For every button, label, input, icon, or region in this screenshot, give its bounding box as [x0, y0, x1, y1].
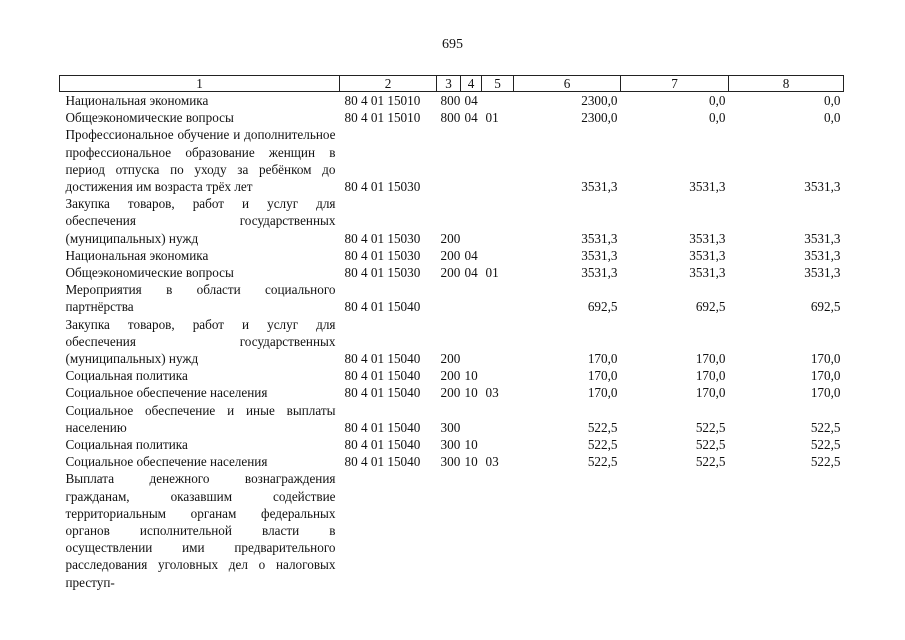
cell-name: Закупка товаров, работ и услуг для обеспечения государственных (муниципальных) нужд	[65, 316, 336, 367]
cell-c4: 04	[464, 247, 478, 263]
cell-c5: 01	[485, 265, 499, 281]
cell-v8	[729, 470, 844, 590]
table-row	[60, 470, 844, 590]
cell-c4	[461, 316, 482, 368]
cell-v8: 170,0	[810, 385, 841, 401]
table-row	[60, 402, 844, 436]
cell-name: Мероприятия в области социального партнёрства	[65, 282, 336, 315]
cell-v7: 692,5	[695, 299, 726, 315]
table-row	[60, 453, 844, 470]
cell-v7: 3531,3	[689, 247, 726, 263]
cell-code: 80 4 01 15030	[344, 230, 421, 246]
cell-v8: 692,5	[810, 299, 841, 315]
cell-c3: 200	[440, 247, 461, 263]
cell-c5	[482, 470, 514, 590]
column-header: 6	[514, 76, 621, 92]
cell-name: Общеэкономические вопросы	[65, 110, 234, 126]
cell-v7: 522,5	[695, 419, 726, 435]
table-row	[60, 247, 844, 264]
cell-v6: 522,5	[587, 419, 618, 435]
cell-name: Национальная экономика	[65, 247, 209, 263]
cell-v6	[514, 470, 621, 590]
cell-v6: 522,5	[587, 437, 618, 453]
cell-v6: 522,5	[587, 454, 618, 470]
table-row	[60, 126, 844, 195]
cell-c3	[437, 470, 461, 590]
cell-name: Социальное обеспечение населения	[65, 454, 268, 470]
cell-c3: 300	[440, 454, 461, 470]
cell-v8: 522,5	[810, 419, 841, 435]
cell-code: 80 4 01 15040	[344, 419, 421, 435]
cell-c5	[482, 92, 514, 110]
cell-name: Закупка товаров, работ и услуг для обеспечения государственных (муниципальных) нужд	[65, 196, 336, 246]
cell-v7: 170,0	[695, 351, 726, 367]
cell-code: 80 4 01 15040	[344, 385, 421, 401]
cell-v7: 0,0	[709, 110, 726, 126]
cell-v8: 3531,3	[804, 179, 841, 195]
cell-c5: 03	[485, 454, 499, 470]
cell-v8: 522,5	[810, 454, 841, 470]
cell-c5	[482, 281, 514, 315]
cell-v8: 170,0	[810, 351, 841, 367]
cell-c3: 800	[440, 110, 461, 126]
cell-name: Социальное обеспечение населения	[65, 385, 268, 401]
table-row	[60, 367, 844, 384]
table-row	[60, 281, 844, 315]
cell-code: 80 4 01 15010	[344, 110, 421, 126]
cell-v6: 2300,0	[581, 93, 618, 108]
cell-c4	[461, 402, 482, 436]
cell-v6: 3531,3	[581, 230, 618, 246]
table-body	[60, 92, 844, 591]
cell-v7: 170,0	[695, 368, 726, 384]
cell-c4: 10	[464, 454, 478, 470]
cell-c4	[461, 126, 482, 195]
column-header: 2	[340, 76, 437, 92]
table-row	[60, 384, 844, 401]
cell-code	[340, 470, 437, 590]
cell-v6: 3531,3	[581, 265, 618, 281]
cell-c5: 03	[485, 385, 499, 401]
cell-c5	[482, 126, 514, 195]
column-header: 7	[621, 76, 729, 92]
table-row	[60, 109, 844, 126]
cell-v6: 170,0	[587, 385, 618, 401]
cell-code: 80 4 01 15030	[344, 247, 421, 263]
cell-code: 80 4 01 15010	[344, 93, 421, 108]
budget-table	[59, 75, 844, 591]
cell-c5	[482, 316, 514, 368]
cell-v8: 522,5	[810, 437, 841, 453]
cell-c4: 10	[464, 437, 478, 453]
cell-v6: 3531,3	[581, 179, 618, 195]
cell-name: Профессиональное обучение и дополнительное профессиональное образование женщин в период отпуска по уходу за ребёнком до достижения им возраста трёх лет	[65, 127, 336, 195]
cell-name: Социальное обеспечение и иные выплаты населению	[65, 402, 336, 435]
cell-v7: 3531,3	[689, 179, 726, 195]
cell-v8: 0,0	[824, 93, 841, 108]
cell-c4: 04	[464, 265, 478, 281]
cell-v6: 170,0	[587, 351, 618, 367]
cell-v8: 3531,3	[804, 265, 841, 281]
cell-c3: 200	[440, 351, 461, 367]
cell-v7: 522,5	[695, 454, 726, 470]
cell-c4: 10	[464, 385, 478, 401]
cell-v8: 170,0	[810, 368, 841, 384]
cell-c3: 200	[440, 230, 461, 246]
cell-v6: 692,5	[587, 299, 618, 315]
table-row	[60, 92, 844, 110]
table-row	[60, 436, 844, 453]
cell-c4	[461, 281, 482, 315]
page-number: 695	[442, 37, 463, 52]
cell-code: 80 4 01 15030	[344, 265, 421, 281]
cell-c3: 800	[440, 93, 461, 108]
cell-v6: 170,0	[587, 368, 618, 384]
cell-code: 80 4 01 15040	[344, 368, 421, 384]
cell-v8: 3531,3	[804, 230, 841, 246]
cell-v7: 170,0	[695, 385, 726, 401]
cell-name: Выплата денежного вознаграждения гражданам, оказавшим содействие территориальным органам федеральных органов исполнительной власти в осуществлении ими предварительного расследования уголовных дел о налоговых преступ-	[65, 471, 336, 590]
cell-name: Общеэкономические вопросы	[65, 265, 234, 281]
cell-c3: 200	[440, 385, 461, 401]
column-header: 8	[729, 76, 844, 92]
cell-code: 80 4 01 15040	[344, 437, 421, 453]
cell-name: Социальная политика	[65, 368, 188, 384]
cell-c4: 04	[464, 93, 478, 108]
cell-c3	[437, 126, 461, 195]
cell-v7: 3531,3	[689, 230, 726, 246]
cell-c5	[482, 247, 514, 264]
cell-v7: 0,0	[709, 93, 726, 108]
cell-c5	[482, 367, 514, 384]
cell-c5	[482, 195, 514, 247]
cell-c3: 200	[440, 265, 461, 281]
cell-v8: 0,0	[824, 110, 841, 126]
cell-c4: 10	[464, 368, 478, 384]
table-row	[60, 195, 844, 247]
table-row	[60, 316, 844, 368]
cell-v7: 522,5	[695, 437, 726, 453]
cell-name: Социальная политика	[65, 437, 188, 453]
cell-v7	[621, 470, 729, 590]
cell-code: 80 4 01 15040	[344, 454, 421, 470]
cell-code: 80 4 01 15040	[344, 351, 421, 367]
cell-code: 80 4 01 15040	[344, 299, 421, 315]
cell-v6: 2300,0	[581, 110, 618, 126]
table-row	[60, 264, 844, 281]
cell-c3	[437, 281, 461, 315]
cell-c3: 300	[440, 437, 461, 453]
cell-v7: 3531,3	[689, 265, 726, 281]
cell-c4: 04	[464, 110, 478, 126]
cell-c3: 200	[440, 368, 461, 384]
cell-c5	[482, 402, 514, 436]
cell-c4	[461, 470, 482, 590]
cell-code: 80 4 01 15030	[344, 179, 421, 195]
cell-name: Национальная экономика	[65, 93, 209, 108]
column-header: 4	[461, 76, 482, 92]
column-header: 5	[482, 76, 514, 92]
cell-c5: 01	[485, 110, 499, 126]
cell-c4	[461, 195, 482, 247]
cell-v6: 3531,3	[581, 247, 618, 263]
cell-c5	[482, 436, 514, 453]
cell-v8: 3531,3	[804, 247, 841, 263]
table-header-row	[60, 76, 844, 92]
column-header: 3	[437, 76, 461, 92]
cell-c3: 300	[440, 419, 461, 435]
column-header: 1	[60, 76, 340, 92]
